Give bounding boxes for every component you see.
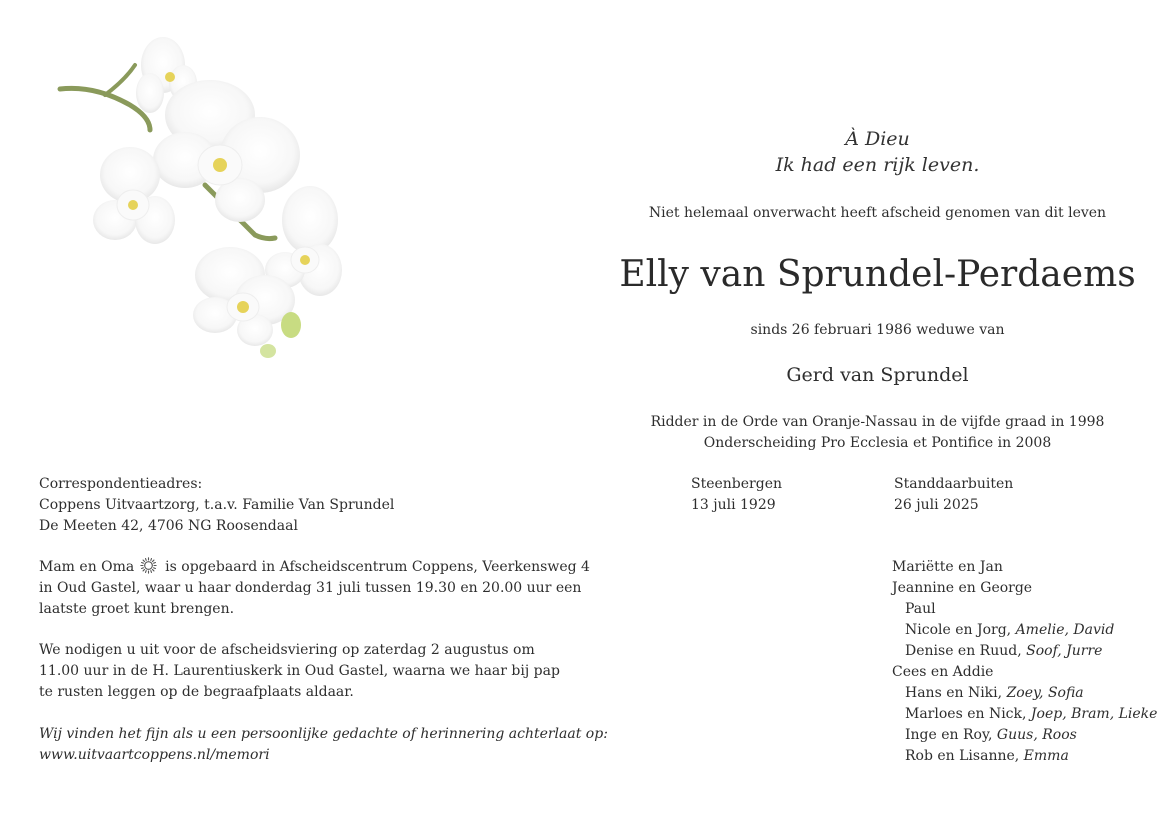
family-member-children: Guus, Roos (996, 727, 1077, 743)
ceremony-text: 11.00 uur in de H. Laurentiuskerk in Oud Gastel, waarna we haar bij pap (39, 663, 560, 679)
family-member-names: Hans en Niki, (905, 685, 1007, 701)
family-member-names: Inge en Roy, (905, 727, 997, 743)
correspondence-line: Coppens Uitvaartzorg, t.a.v. Familie Van Sprundel (39, 497, 395, 513)
deceased-name: Elly van Sprundel-Perdaems (619, 254, 1136, 295)
family-member-names: Rob en Lisanne, (905, 748, 1024, 764)
viewing-text: laatste groet kunt brengen. (39, 601, 235, 617)
family-member (892, 662, 1162, 683)
family-member (892, 683, 1162, 704)
birth-place: Steenbergen (691, 476, 783, 492)
family-member (892, 599, 1162, 620)
honor-item: Ridder in de Orde van Oranje-Nassau in de vijfde graad in 1998 (650, 414, 1105, 430)
ceremony-info (39, 640, 579, 703)
death-place: Standdaarbuiten (894, 476, 1014, 492)
viewing-text: Mam en Oma (39, 559, 135, 575)
family-member-names: Paul (905, 601, 936, 617)
family-member-children: Zoey, Sofia (1006, 685, 1084, 701)
announcement-intro: Niet helemaal onverwacht heeft afscheid genomen van dit leven (648, 205, 1107, 221)
family-member (892, 578, 1162, 599)
family-member-names: Jeannine en George (892, 580, 1033, 596)
viewing-text: in Oud Gastel, waar u haar donderdag 31 juli tussen 19.30 en 20.00 uur een (39, 580, 582, 596)
family-member (892, 704, 1162, 725)
orchid-flower-image (55, 25, 355, 365)
family-member-names: Marloes en Nick, (905, 706, 1031, 722)
correspondence-label: Correspondentieadres: (39, 476, 203, 492)
family-member-children: Joep, Bram, Lieke (1030, 706, 1158, 722)
family-member-children: Soof, Jurre (1026, 643, 1103, 659)
ceremony-text: We nodigen u uit voor de afscheidsviering op zaterdag 2 augustus om (39, 642, 535, 658)
family-list (892, 557, 1162, 767)
family-member (892, 746, 1162, 767)
memori-info (39, 724, 608, 766)
family-member (892, 641, 1162, 662)
correspondence-line: De Meeten 42, 4706 NG Roosendaal (39, 518, 298, 534)
viewing-text: is opgebaard in Afscheidscentrum Coppens, Veerkensweg 4 (165, 559, 590, 575)
widow-line: sinds 26 februari 1986 weduwe van (750, 322, 1005, 338)
family-member-children: Amelie, David (1015, 622, 1115, 638)
death-date: 26 juli 2025 (894, 497, 979, 513)
memori-text: Wij vinden het fijn als u een persoonlijke gedachte of herinnering achterlaat op: (39, 726, 608, 742)
family-member-names: Denise en Ruud, (905, 643, 1027, 659)
birth-info (691, 474, 861, 516)
family-member-names: Mariëtte en Jan (892, 559, 1003, 575)
family-member (892, 725, 1162, 746)
farewell-heading-line1: À Dieu (845, 128, 910, 150)
honor-item: Onderscheiding Pro Ecclesia et Pontifice in 2008 (703, 435, 1052, 451)
ceremony-text: te rusten leggen op de begraafplaats aldaar. (39, 684, 354, 700)
farewell-heading-line2: Ik had een rijk leven. (775, 154, 980, 176)
correspondence-address (39, 474, 579, 537)
birth-date: 13 juli 1929 (691, 497, 776, 513)
family-member (892, 620, 1162, 641)
sun-icon (140, 557, 157, 574)
family-member-names: Cees en Addie (892, 664, 994, 680)
memori-link[interactable]: www.uitvaartcoppens.nl/memori (39, 747, 270, 763)
farewell-heading (600, 126, 1155, 178)
family-member-names: Nicole en Jorg, (905, 622, 1016, 638)
death-info (894, 474, 1094, 516)
husband-name: Gerd van Sprundel (786, 364, 969, 386)
honors-list (600, 412, 1155, 454)
family-member (892, 557, 1162, 578)
family-member-children: Emma (1023, 748, 1069, 764)
viewing-info (39, 557, 590, 620)
